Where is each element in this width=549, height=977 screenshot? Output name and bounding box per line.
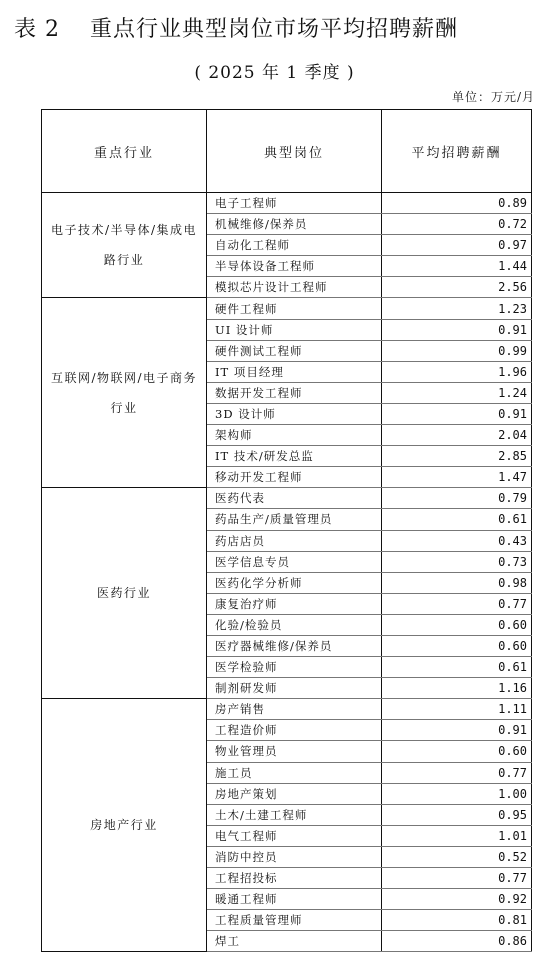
position-cell: 医学信息专员	[207, 551, 382, 572]
salary-cell: 0.77	[382, 868, 532, 889]
salary-cell: 2.56	[382, 277, 532, 298]
salary-cell: 0.61	[382, 509, 532, 530]
salary-cell: 0.43	[382, 530, 532, 551]
position-cell: 工程质量管理师	[207, 910, 382, 931]
header-industry: 重点行业	[42, 110, 207, 193]
salary-cell: 0.86	[382, 931, 532, 952]
table-row	[42, 699, 532, 720]
position-cell: 工程造价师	[207, 720, 382, 741]
salary-cell: 0.99	[382, 340, 532, 361]
salary-cell: 1.23	[382, 298, 532, 319]
position-cell: 医疗器械维修/保养员	[207, 635, 382, 656]
salary-cell: 0.77	[382, 762, 532, 783]
industry-cell: 电子技术/半导体/集成电 路行业	[42, 193, 207, 298]
position-cell: 化验/检验员	[207, 614, 382, 635]
salary-cell: 0.89	[382, 193, 532, 214]
table-row	[42, 193, 532, 214]
document-title	[14, 12, 544, 43]
position-cell: IT 项目经理	[207, 361, 382, 382]
position-cell: 数据开发工程师	[207, 382, 382, 403]
salary-cell: 0.60	[382, 741, 532, 762]
position-cell: 工程招投标	[207, 868, 382, 889]
position-cell: 药品生产/质量管理员	[207, 509, 382, 530]
table-row	[42, 298, 532, 319]
salary-cell: 2.85	[382, 446, 532, 467]
position-cell: 房地产策划	[207, 783, 382, 804]
position-cell: 模拟芯片设计工程师	[207, 277, 382, 298]
salary-cell: 0.52	[382, 846, 532, 867]
salary-cell: 0.98	[382, 572, 532, 593]
position-cell: 移动开发工程师	[207, 467, 382, 488]
position-cell: 电子工程师	[207, 193, 382, 214]
salary-cell: 0.95	[382, 804, 532, 825]
position-cell: 医学检验师	[207, 657, 382, 678]
industry-cell: 互联网/物联网/电子商务 行业	[42, 298, 207, 488]
salary-cell: 0.97	[382, 235, 532, 256]
position-cell: 施工员	[207, 762, 382, 783]
salary-cell: 0.60	[382, 635, 532, 656]
position-cell: 医药化学分析师	[207, 572, 382, 593]
salary-cell: 0.91	[382, 720, 532, 741]
table-subtitle: ( 2025 年 1 季度 )	[194, 63, 355, 83]
salary-cell: 1.44	[382, 256, 532, 277]
position-cell: 制剂研发师	[207, 678, 382, 699]
position-cell: 房产销售	[207, 699, 382, 720]
salary-cell: 0.73	[382, 551, 532, 572]
position-cell: 自动化工程师	[207, 235, 382, 256]
salary-cell: 0.91	[382, 319, 532, 340]
salary-cell: 0.72	[382, 214, 532, 235]
header-salary: 平均招聘薪酬	[382, 110, 532, 193]
header-row	[42, 110, 532, 193]
salary-cell: 1.96	[382, 361, 532, 382]
position-cell: 药店店员	[207, 530, 382, 551]
position-cell: 半导体设备工程师	[207, 256, 382, 277]
salary-cell: 1.47	[382, 467, 532, 488]
position-cell: UI 设计师	[207, 319, 382, 340]
position-cell: 硬件测试工程师	[207, 340, 382, 361]
salary-cell: 1.16	[382, 678, 532, 699]
industry-cell: 医药行业	[42, 488, 207, 699]
header-position: 典型岗位	[207, 110, 382, 193]
position-cell: 机械维修/保养员	[207, 214, 382, 235]
position-cell: 架构师	[207, 425, 382, 446]
position-cell: 土木/土建工程师	[207, 804, 382, 825]
unit-note: 单位：万元/月	[451, 90, 535, 104]
salary-cell: 0.77	[382, 593, 532, 614]
salary-cell: 2.04	[382, 425, 532, 446]
position-cell: IT 技术/研发总监	[207, 446, 382, 467]
position-cell: 医药代表	[207, 488, 382, 509]
industry-cell: 房地产行业	[42, 699, 207, 952]
position-cell: 焊工	[207, 931, 382, 952]
salary-cell: 0.79	[382, 488, 532, 509]
salary-cell: 1.24	[382, 382, 532, 403]
salary-cell: 1.11	[382, 699, 532, 720]
salary-cell: 0.81	[382, 910, 532, 931]
position-cell: 消防中控员	[207, 846, 382, 867]
salary-cell: 0.91	[382, 403, 532, 424]
salary-cell: 1.00	[382, 783, 532, 804]
table-label: 表 2	[14, 17, 60, 42]
position-cell: 电气工程师	[207, 825, 382, 846]
position-cell: 康复治疗师	[207, 593, 382, 614]
position-cell: 物业管理员	[207, 741, 382, 762]
position-cell: 3D 设计师	[207, 403, 382, 424]
position-cell: 暖通工程师	[207, 889, 382, 910]
salary-table	[41, 109, 532, 952]
table-title: 重点行业典型岗位市场平均招聘薪酬	[90, 17, 459, 42]
table-row	[42, 488, 532, 509]
position-cell: 硬件工程师	[207, 298, 382, 319]
salary-cell: 0.61	[382, 657, 532, 678]
table-body	[42, 193, 532, 952]
salary-cell: 1.01	[382, 825, 532, 846]
salary-cell: 0.60	[382, 614, 532, 635]
salary-cell: 0.92	[382, 889, 532, 910]
